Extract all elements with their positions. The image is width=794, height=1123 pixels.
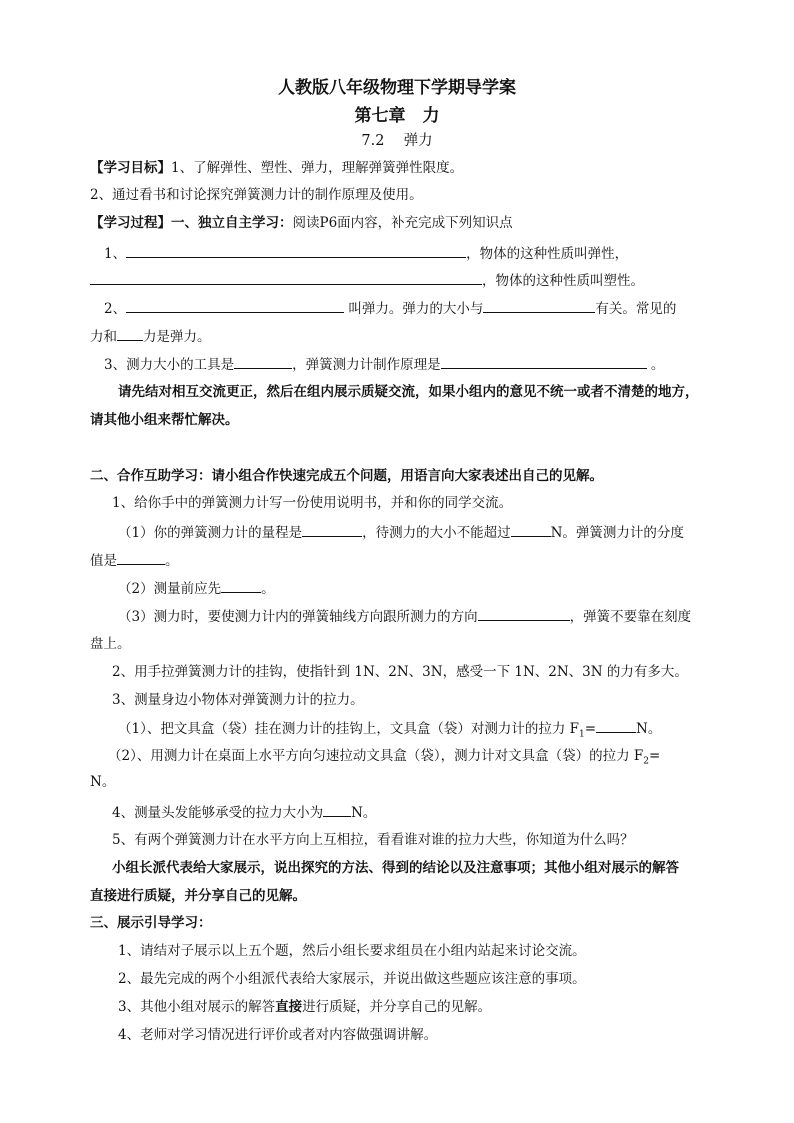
process-bold-1: 请先结对相互交流更正，然后在组内展示质疑交流，如果小组内的意见不统一或者不清楚的地方，: [118, 384, 699, 400]
answer-blank[interactable]: [234, 354, 292, 369]
coop-q1a-head: （1）你的弹簧测力计的量程是: [118, 525, 303, 541]
process-heading: 一、独立自主学习：: [171, 215, 293, 231]
coop-q4-head: 4、测量头发能够承受的拉力大小为: [112, 805, 324, 821]
answer-blank[interactable]: [483, 298, 595, 313]
coop-q1a-line: [118, 522, 684, 543]
coop-q3b-head: （2）、用测力计在桌面上水平方向匀速拉动文具盒（袋），测力计对文具盒（袋）的拉力 F: [108, 748, 644, 764]
answer-blank[interactable]: [126, 298, 344, 313]
coop-q4-tail: N。: [351, 805, 377, 821]
coop-q4-line: [112, 802, 376, 823]
q2-line: [104, 298, 676, 319]
coop-q3a-tail: N。: [636, 721, 662, 737]
coop-q1a2-head: 值是: [90, 553, 117, 569]
coop-q1a2-tail: 。: [165, 553, 179, 569]
answer-blank[interactable]: [221, 578, 261, 593]
coop-q1c-head: （3）测力时，要使测力计内的弹簧轴线方向跟所测力的方向: [118, 609, 478, 625]
show-heading: 三、展示引导学习：: [90, 915, 212, 931]
goals-item-1: 1、了解弹性、塑性、弹力，理解弹簧弹性限度。: [171, 160, 464, 176]
coop-q2: 2、用手拉弹簧测力计的挂钩，使指针到 1N、2N、3N，感受一下 1N、2N、3N 的力有多大。: [112, 664, 688, 680]
coop-q3b-line: [108, 746, 660, 772]
doc-title: 人教版八年级物理下学期导学案: [278, 78, 516, 98]
q1-line: [104, 243, 628, 264]
show-item-3: [118, 997, 491, 1017]
f2-subscript: 2: [643, 756, 649, 767]
coop-bold-2: 直接进行质疑，并分享自己的见解。: [90, 888, 306, 904]
answer-blank[interactable]: [90, 270, 482, 285]
show-item-2: 2、最先完成的两个小组派代表给大家展示，并说出做这些题应该注意的事项。: [118, 971, 586, 987]
coop-q1: 1、给你手中的弹簧测力计写一份使用说明书，并和你的同学交流。: [112, 495, 513, 511]
coop-q3b2-line: N。: [90, 774, 116, 790]
process-tag: 【学习过程】: [90, 215, 171, 231]
coop-q3a-line: [118, 718, 661, 745]
coop-q1a-mid: ，待测力的大小不能超过: [362, 525, 511, 541]
section-title: 7.2 弹力: [361, 133, 433, 149]
goals-line-1: [90, 158, 463, 178]
coop-q3b-eq: =: [648, 748, 661, 764]
coop-q1b-tail: 。: [261, 581, 275, 597]
goals-line-2: 2、通过看书和讨论探究弹簧测力计的制作原理及使用。: [90, 187, 423, 203]
q1b-line: [90, 270, 644, 291]
q2-tail: 有关。常见的: [595, 301, 677, 317]
coop-bold-1: 小组长派代表给大家展示，说出探究的方法、得到的结论以及注意事项；其他小组对展示的解答: [112, 860, 679, 876]
goals-tag: 【学习目标】: [90, 160, 171, 176]
process-bold-2: 请其他小组来帮忙解决。: [90, 412, 239, 428]
coop-q3a-head: （1）、把文具盒（袋）挂在测力计的挂钩上，文具盒（袋）对测力计的拉力 F: [118, 721, 579, 737]
show-item-4: 4、老师对学习情况进行评价或者对内容做强调讲解。: [118, 1027, 438, 1043]
q2b-tail: 力是弹力。: [143, 329, 211, 345]
coop-q1a2-line: [90, 550, 179, 571]
answer-blank[interactable]: [126, 243, 466, 258]
answer-blank[interactable]: [302, 522, 362, 537]
answer-blank[interactable]: [511, 522, 551, 537]
answer-blank[interactable]: [478, 606, 570, 621]
coop-heading: 二、合作互助学习：请小组合作快速完成五个问题，用语言向大家表述出自己的见解。: [90, 468, 603, 484]
coop-q1c-line: [118, 606, 691, 627]
coop-q1c-tail: ，弹簧不要靠在刻度: [569, 609, 692, 625]
coop-q1b-head: （2）测量前应先: [118, 581, 222, 597]
coop-q3a-eq: =: [584, 721, 597, 737]
process-line: [90, 213, 513, 233]
answer-blank[interactable]: [117, 550, 165, 565]
answer-blank[interactable]: [323, 802, 351, 817]
f1-subscript: 1: [579, 729, 585, 740]
q1b-tail: ，物体的这种性质叫塑性。: [482, 273, 644, 289]
q1-number: 1、: [104, 246, 127, 262]
coop-q1a-tail: N。弹簧测力计的分度: [550, 525, 684, 541]
q1-tail: ，物体的这种性质叫弹性，: [466, 246, 629, 262]
q2b-head: 力和: [90, 329, 117, 345]
coop-q3: 3、测量身边小物体对弹簧测力计的拉力。: [112, 692, 364, 708]
show-item-3-head: 3、其他小组对展示的解答: [118, 999, 276, 1015]
q3-mid: ，弹簧测力计制作原理是: [292, 357, 441, 373]
show-item-1: 1、请结对子展示以上五个题，然后小组长要求组员在小组内站起来讨论交流。: [118, 943, 586, 959]
q3-line: [104, 354, 664, 375]
show-item-3-tail: 进行质疑，并分享自己的见解。: [302, 999, 492, 1015]
coop-q5: 5、有两个弹簧测力计在水平方向上互相拉，看看谁对谁的拉力大些，你知道为什么吗？: [112, 832, 634, 848]
coop-q1c2-line: 盘上。: [90, 636, 131, 652]
show-item-3-bold: 直接: [275, 999, 303, 1015]
answer-blank[interactable]: [596, 718, 636, 733]
q2-mid: 叫弹力。弹力的大小与: [344, 301, 484, 317]
q2-number: 2、: [104, 301, 127, 317]
q2b-line: [90, 326, 211, 347]
coop-q1b-line: [118, 578, 275, 599]
chapter-title: 第七章 力: [354, 106, 440, 126]
process-intro: 阅读P6面内容，补充完成下列知识点: [292, 215, 513, 231]
answer-blank[interactable]: [117, 326, 143, 341]
q3-tail: 。: [646, 357, 665, 373]
answer-blank[interactable]: [441, 354, 647, 369]
q3-head: 3、测力大小的工具是: [104, 357, 235, 373]
